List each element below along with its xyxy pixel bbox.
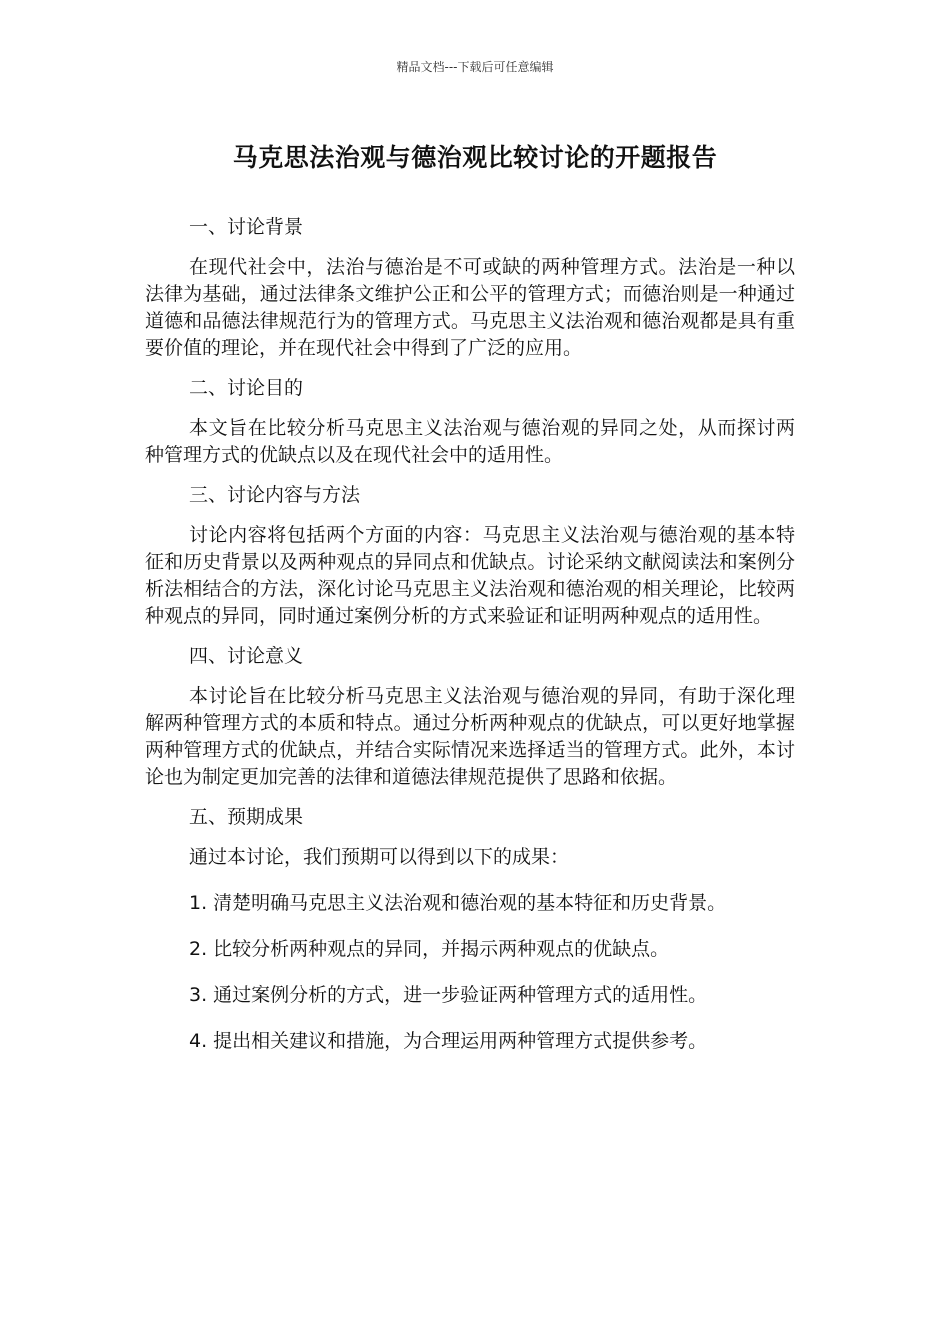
section-heading-background: 一、讨论背景 xyxy=(189,216,304,238)
outcome-item: 1. 清楚明确马克思主义法治观和德治观的基本特征和历史背景。 xyxy=(189,892,727,914)
section-paragraph-significance: 本讨论旨在比较分析马克思主义法治观与德治观的异同，有助于深化理解两种管理方式的本质和特点。通过分析两种观点的优缺点，可以更好地掌握两种管理方式的优缺点，并结合实际情况来选择适当的管理方式。此外，本讨论也为制定更加完善的法律和道德法律规范提供了思路和依据。 xyxy=(145,685,795,788)
section-paragraph-content-method: 讨论内容将包括两个方面的内容：马克思主义法治观与德治观的基本特征和历史背景以及两种观点的异同点和优缺点。讨论采纳文献阅读法和案例分析法相结合的方法，深化讨论马克思主义法治观和德治观的相关理论，比较两种观点的异同，同时通过案例分析的方式来验证和证明两种观点的适用性。 xyxy=(145,524,795,627)
section-heading-purpose: 二、讨论目的 xyxy=(189,377,304,399)
header-note: 精品文档---下载后可任意编辑 xyxy=(396,60,554,74)
section-paragraph-purpose: 本文旨在比较分析马克思主义法治观与德治观的异同之处，从而探讨两种管理方式的优缺点以及在现代社会中的适用性。 xyxy=(145,417,795,466)
outcome-item: 3. 通过案例分析的方式，进一步验证两种管理方式的适用性。 xyxy=(189,984,708,1006)
section-heading-significance: 四、讨论意义 xyxy=(189,645,304,667)
outcomes-intro: 通过本讨论，我们预期可以得到以下的成果： xyxy=(189,846,570,868)
section-heading-expected-outcomes: 五、预期成果 xyxy=(189,806,304,828)
outcome-item: 2. 比较分析两种观点的异同，并揭示两种观点的优缺点。 xyxy=(189,938,670,960)
section-heading-content-method: 三、讨论内容与方法 xyxy=(189,484,361,506)
section-paragraph-background: 在现代社会中，法治与德治是不可或缺的两种管理方式。法治是一种以法律为基础，通过法律条文维护公正和公平的管理方式；而德治则是一种通过道德和品德法律规范行为的管理方式。马克思主义法治观和德治观都是具有重要价值的理论，并在现代社会中得到了广泛的应用。 xyxy=(145,256,795,359)
document-body xyxy=(145,214,795,1074)
outcome-item: 4. 提出相关建议和措施，为合理运用两种管理方式提供参考。 xyxy=(189,1030,708,1052)
document-title: 马克思法治观与德治观比较讨论的开题报告 xyxy=(232,143,718,172)
